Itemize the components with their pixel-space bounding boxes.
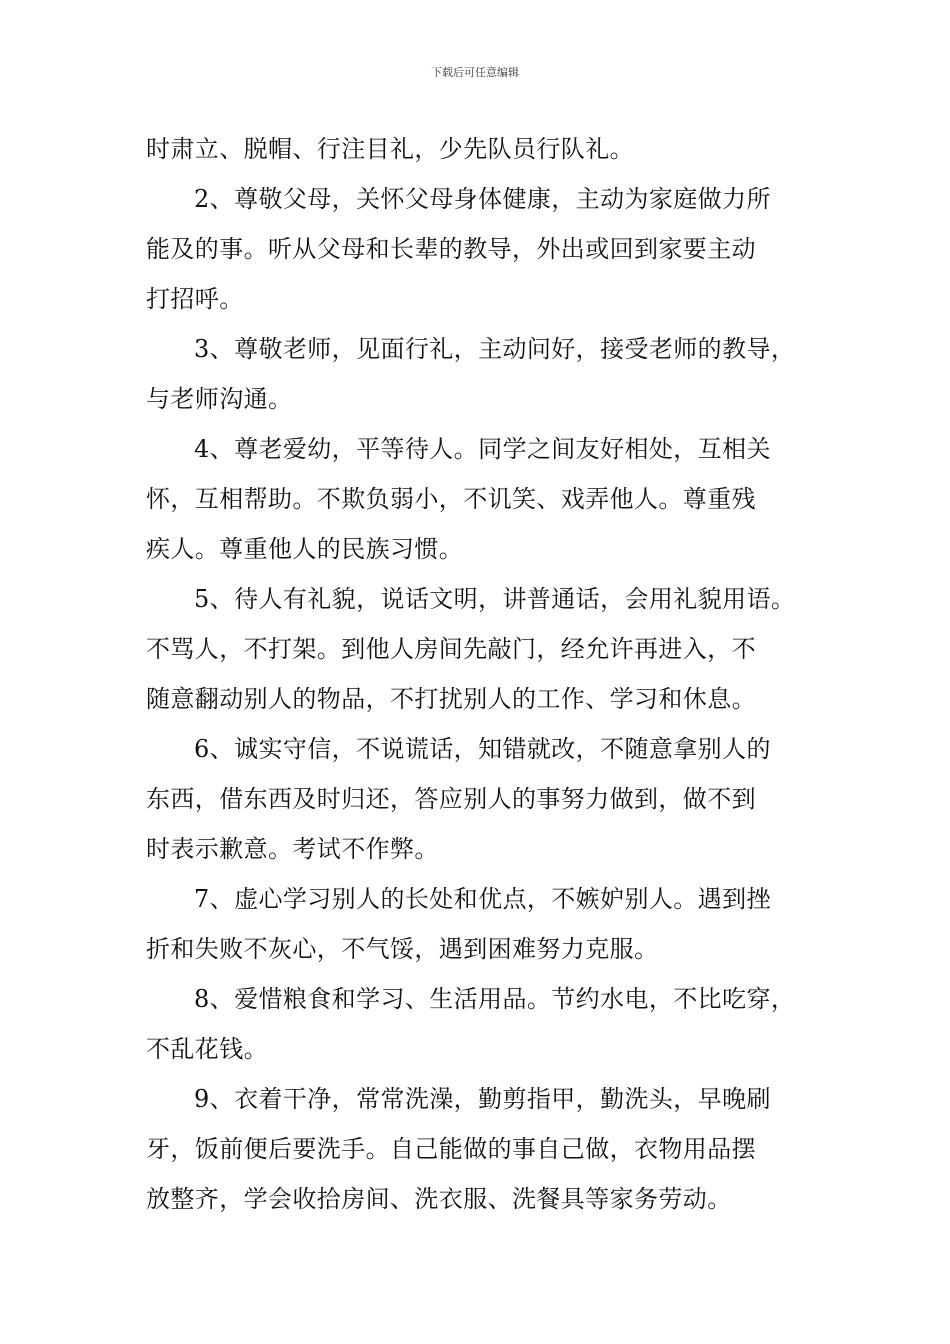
text-line: 牙，饭前便后要洗手。自己能做的事自己做，衣物用品摆 bbox=[146, 1135, 756, 1163]
text-line: 与老师沟通。 bbox=[146, 385, 293, 413]
text-line: 疾人。尊重他人的民族习惯。 bbox=[146, 535, 464, 563]
document-body bbox=[146, 124, 810, 1224]
page-header: 下载后可任意编辑 bbox=[431, 66, 519, 79]
text-line: 放整齐，学会收拾房间、洗衣服、洗餐具等家务劳动。 bbox=[146, 1185, 732, 1213]
paragraph-start-line: 8、爱惜粮食和学习、生活用品。节约水电，不比吃穿， bbox=[194, 985, 796, 1013]
paragraph-start-line: 6、诚实守信，不说谎话，知错就改，不随意拿别人的 bbox=[194, 735, 771, 763]
paragraph-start-line: 5、待人有礼貌，说话文明，讲普通话，会用礼貌用语。 bbox=[194, 585, 796, 613]
text-line: 能及的事。听从父母和长辈的教导，外出或回到家要主动 bbox=[146, 235, 756, 263]
text-line: 怀，互相帮助。不欺负弱小，不讥笑、戏弄他人。尊重残 bbox=[146, 485, 756, 513]
text-line: 折和失败不灰心，不气馁，遇到困难努力克服。 bbox=[146, 935, 659, 963]
text-line: 时表示歉意。考试不作弊。 bbox=[146, 835, 439, 863]
text-line: 打招呼。 bbox=[146, 285, 244, 313]
paragraph-start-line: 7、虚心学习别人的长处和优点，不嫉妒别人。遇到挫 bbox=[194, 885, 771, 913]
paragraph-start-line: 4、尊老爱幼，平等待人。同学之间友好相处，互相关 bbox=[194, 435, 771, 463]
text-line: 时肃立、脱帽、行注目礼，少先队员行队礼。 bbox=[146, 135, 634, 163]
text-line: 东西，借东西及时归还，答应别人的事努力做到，做不到 bbox=[146, 785, 756, 813]
paragraph-start-line: 9、衣着干净，常常洗澡，勤剪指甲，勤洗头，早晚刷 bbox=[194, 1085, 771, 1113]
text-line: 不乱花钱。 bbox=[146, 1035, 268, 1063]
text-line: 不骂人，不打架。到他人房间先敲门，经允许再进入，不 bbox=[146, 635, 756, 663]
text-line: 随意翻动别人的物品，不打扰别人的工作、学习和休息。 bbox=[146, 685, 756, 713]
paragraph-start-line: 2、尊敬父母，关怀父母身体健康，主动为家庭做力所 bbox=[194, 185, 771, 213]
paragraph-start-line: 3、尊敬老师，见面行礼，主动问好，接受老师的教导， bbox=[194, 335, 796, 363]
